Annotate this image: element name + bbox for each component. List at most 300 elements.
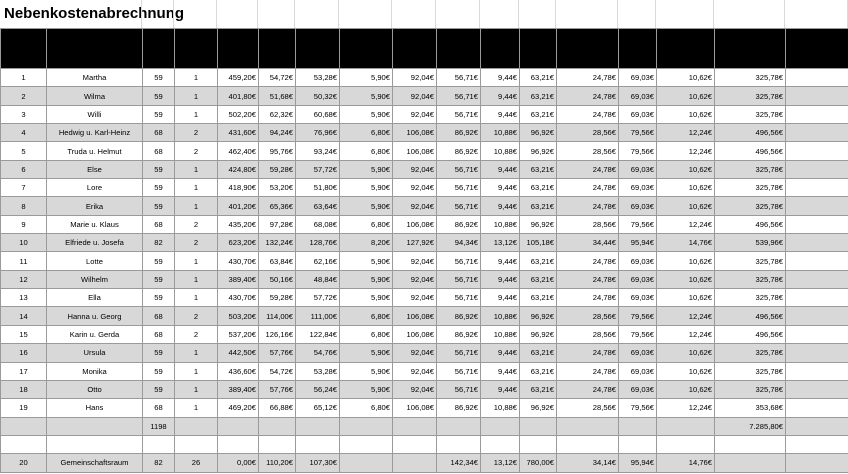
table-cell[interactable]: 56,71€ (437, 270, 481, 288)
table-cell[interactable]: 65,12€ (296, 399, 340, 417)
table-cell[interactable]: 105,18€ (520, 234, 557, 252)
table-cell[interactable] (481, 417, 520, 435)
table-cell[interactable]: 92,04€ (393, 380, 437, 398)
table-cell[interactable]: 56,71€ (437, 380, 481, 398)
table-cell[interactable]: 12,24€ (657, 215, 715, 233)
table-cell[interactable]: 2 (175, 307, 218, 325)
table-cell[interactable]: 69,03€ (619, 197, 657, 215)
table-cell[interactable]: 623,20€ (218, 234, 259, 252)
table-cell[interactable]: Willi (47, 105, 143, 123)
table-cell[interactable] (340, 417, 393, 435)
table-cell[interactable]: 86,92€ (437, 399, 481, 417)
table-cell[interactable]: Hans (47, 399, 143, 417)
table-cell[interactable]: 82 (143, 234, 175, 252)
table-cell[interactable]: 1 (175, 344, 218, 362)
table-cell[interactable]: 63,21€ (520, 270, 557, 288)
table-cell[interactable] (786, 105, 848, 123)
table-cell[interactable]: 14 (1, 307, 47, 325)
table-cell[interactable]: 325,78€ (715, 69, 786, 87)
table-cell[interactable]: Hanna u. Georg (47, 307, 143, 325)
table-cell[interactable]: 10,62€ (657, 105, 715, 123)
table-cell[interactable]: 110,20€ (259, 453, 296, 472)
table-cell[interactable]: 57,76€ (259, 380, 296, 398)
table-cell[interactable]: 92,04€ (393, 252, 437, 270)
table-cell[interactable]: 24,78€ (557, 362, 619, 380)
table-cell[interactable]: 56,71€ (437, 252, 481, 270)
table-cell[interactable]: 3 (1, 105, 47, 123)
table-cell[interactable]: 69,03€ (619, 160, 657, 178)
table-cell[interactable]: Ella (47, 289, 143, 307)
table-cell[interactable]: 82 (143, 453, 175, 472)
table-cell[interactable]: 325,78€ (715, 160, 786, 178)
table-cell[interactable]: 59 (143, 105, 175, 123)
table-cell[interactable]: 92,04€ (393, 197, 437, 215)
table-cell[interactable] (340, 453, 393, 472)
table-cell[interactable]: 9,44€ (481, 197, 520, 215)
table-cell[interactable]: 53,20€ (259, 179, 296, 197)
table-cell[interactable]: 94,34€ (437, 234, 481, 252)
table-cell[interactable]: 1 (175, 160, 218, 178)
table-cell[interactable]: 63,21€ (520, 105, 557, 123)
table-cell[interactable]: 539,96€ (715, 234, 786, 252)
table-cell[interactable]: 5,90€ (340, 179, 393, 197)
table-cell[interactable]: 96,92€ (520, 124, 557, 142)
table-cell[interactable]: 24,78€ (557, 344, 619, 362)
table-cell[interactable]: 325,78€ (715, 197, 786, 215)
table-cell[interactable]: 53,28€ (296, 362, 340, 380)
table-cell[interactable]: 69,03€ (619, 289, 657, 307)
table-cell[interactable]: 24,78€ (557, 105, 619, 123)
table-cell[interactable]: 68 (143, 399, 175, 417)
table-cell[interactable]: 59 (143, 179, 175, 197)
table-cell[interactable]: 86,92€ (437, 215, 481, 233)
table-cell[interactable]: 9,44€ (481, 252, 520, 270)
table-cell[interactable]: Lore (47, 179, 143, 197)
table-cell[interactable]: 59 (143, 362, 175, 380)
table-cell[interactable]: 5,90€ (340, 380, 393, 398)
table-cell[interactable] (657, 435, 715, 453)
table-cell[interactable]: Lotte (47, 252, 143, 270)
table-cell[interactable]: 5,90€ (340, 289, 393, 307)
table-cell[interactable]: 56,24€ (296, 380, 340, 398)
community-total-cell[interactable]: 7.285,80€ (715, 417, 786, 435)
table-cell[interactable]: 1 (175, 362, 218, 380)
table-cell[interactable]: 69,03€ (619, 179, 657, 197)
table-cell[interactable]: 13,12€ (481, 453, 520, 472)
table-cell[interactable]: 10,62€ (657, 69, 715, 87)
table-cell[interactable]: 68 (143, 307, 175, 325)
table-cell[interactable]: 96,92€ (520, 307, 557, 325)
table-cell[interactable]: 86,92€ (437, 124, 481, 142)
table-cell[interactable]: 20 (1, 453, 47, 472)
table-cell[interactable]: 26 (175, 453, 218, 472)
table-cell[interactable]: 54,72€ (259, 362, 296, 380)
table-cell[interactable]: 2 (1, 87, 47, 105)
table-cell[interactable]: 65,36€ (259, 197, 296, 215)
table-cell[interactable]: 69,03€ (619, 270, 657, 288)
table-cell[interactable]: Monika (47, 362, 143, 380)
table-cell[interactable]: 24,78€ (557, 289, 619, 307)
table-cell[interactable]: 59,28€ (259, 160, 296, 178)
table-cell[interactable]: 10,62€ (657, 160, 715, 178)
table-cell[interactable]: Otto (47, 380, 143, 398)
table-cell[interactable]: 8,20€ (340, 234, 393, 252)
table-cell[interactable]: 59,28€ (259, 289, 296, 307)
table-cell[interactable]: 1 (175, 380, 218, 398)
table-cell[interactable] (47, 417, 143, 435)
table-cell[interactable]: 79,56€ (619, 142, 657, 160)
table-cell[interactable]: 51,80€ (296, 179, 340, 197)
table-cell[interactable]: 63,21€ (520, 69, 557, 87)
table-cell[interactable]: 56,71€ (437, 69, 481, 87)
table-cell[interactable]: 11 (1, 252, 47, 270)
table-cell[interactable]: 69,03€ (619, 380, 657, 398)
table-cell[interactable]: 435,20€ (218, 215, 259, 233)
table-cell[interactable]: 14,76€ (657, 453, 715, 472)
table-cell[interactable]: 325,78€ (715, 87, 786, 105)
table-cell[interactable]: 96,92€ (520, 142, 557, 160)
table-cell[interactable] (786, 435, 848, 453)
table-cell[interactable] (393, 435, 437, 453)
table-cell[interactable]: 496,56€ (715, 215, 786, 233)
table-cell[interactable]: 2 (175, 325, 218, 343)
table-cell[interactable]: 93,24€ (296, 142, 340, 160)
table-cell[interactable]: 537,20€ (218, 325, 259, 343)
table-cell[interactable]: 24,78€ (557, 270, 619, 288)
table-cell[interactable]: Marie u. Klaus (47, 215, 143, 233)
table-cell[interactable]: 9,44€ (481, 289, 520, 307)
table-cell[interactable]: 1 (1, 69, 47, 87)
table-cell[interactable]: 57,76€ (259, 344, 296, 362)
table-cell[interactable] (143, 435, 175, 453)
table-cell[interactable] (786, 197, 848, 215)
table-cell[interactable]: 92,04€ (393, 289, 437, 307)
table-cell[interactable]: 496,56€ (715, 142, 786, 160)
table-cell[interactable]: 57,72€ (296, 160, 340, 178)
table-cell[interactable]: 12,24€ (657, 142, 715, 160)
table-cell[interactable]: 1 (175, 87, 218, 105)
table-cell[interactable]: Karin u. Gerda (47, 325, 143, 343)
table-cell[interactable]: 68 (143, 215, 175, 233)
size-total-cell[interactable]: 1198 (143, 417, 175, 435)
table-cell[interactable]: 9,44€ (481, 87, 520, 105)
table-cell[interactable]: 10,88€ (481, 325, 520, 343)
table-cell[interactable] (259, 417, 296, 435)
table-cell[interactable] (1, 435, 47, 453)
table-cell[interactable]: 10,62€ (657, 179, 715, 197)
table-cell[interactable] (393, 417, 437, 435)
table-cell[interactable]: 28,56€ (557, 399, 619, 417)
table-cell[interactable] (175, 417, 218, 435)
table-cell[interactable]: 2 (175, 142, 218, 160)
table-cell[interactable]: 496,56€ (715, 124, 786, 142)
table-cell[interactable]: 114,00€ (259, 307, 296, 325)
table-cell[interactable]: 107,30€ (296, 453, 340, 472)
table-cell[interactable]: 59 (143, 380, 175, 398)
table-cell[interactable]: 54,76€ (296, 344, 340, 362)
table-cell[interactable] (786, 69, 848, 87)
table-cell[interactable] (786, 325, 848, 343)
table-cell[interactable]: Truda u. Helmut (47, 142, 143, 160)
table-cell[interactable]: 9,44€ (481, 105, 520, 123)
table-cell[interactable]: 28,56€ (557, 325, 619, 343)
table-cell[interactable] (786, 87, 848, 105)
table-cell[interactable]: 56,71€ (437, 289, 481, 307)
table-cell[interactable] (437, 417, 481, 435)
table-cell[interactable] (47, 435, 143, 453)
table-cell[interactable]: 57,72€ (296, 289, 340, 307)
table-cell[interactable]: 5,90€ (340, 87, 393, 105)
table-cell[interactable]: 63,21€ (520, 87, 557, 105)
table-cell[interactable] (218, 435, 259, 453)
table-cell[interactable]: 9,44€ (481, 380, 520, 398)
table-cell[interactable]: 94,24€ (259, 124, 296, 142)
table-cell[interactable]: 9,44€ (481, 160, 520, 178)
table-cell[interactable]: 48,84€ (296, 270, 340, 288)
table-cell[interactable]: 503,20€ (218, 307, 259, 325)
table-cell[interactable] (715, 453, 786, 472)
table-cell[interactable]: 24,78€ (557, 179, 619, 197)
table-cell[interactable]: 92,04€ (393, 160, 437, 178)
table-cell[interactable]: 8 (1, 197, 47, 215)
table-cell[interactable]: 96,92€ (520, 325, 557, 343)
table-cell[interactable]: 50,32€ (296, 87, 340, 105)
table-cell[interactable]: 10,62€ (657, 87, 715, 105)
table-cell[interactable]: 496,56€ (715, 307, 786, 325)
table-cell[interactable]: 325,78€ (715, 289, 786, 307)
table-cell[interactable] (786, 399, 848, 417)
table-cell[interactable]: 10,88€ (481, 215, 520, 233)
table-cell[interactable]: 6,80€ (340, 307, 393, 325)
table-cell[interactable] (786, 124, 848, 142)
table-cell[interactable]: 63,21€ (520, 160, 557, 178)
table-cell[interactable]: 10 (1, 234, 47, 252)
table-cell[interactable]: 16 (1, 344, 47, 362)
table-cell[interactable]: 353,68€ (715, 399, 786, 417)
table-cell[interactable]: 92,04€ (393, 362, 437, 380)
table-cell[interactable]: 59 (143, 344, 175, 362)
table-cell[interactable]: 1 (175, 179, 218, 197)
table-cell[interactable]: 96,92€ (520, 399, 557, 417)
table-cell[interactable]: 142,34€ (437, 453, 481, 472)
table-cell[interactable]: 79,56€ (619, 215, 657, 233)
table-cell[interactable]: 68 (143, 325, 175, 343)
table-cell[interactable]: 24,78€ (557, 252, 619, 270)
table-cell[interactable]: 34,44€ (557, 234, 619, 252)
table-cell[interactable]: Erika (47, 197, 143, 215)
table-cell[interactable]: Ursula (47, 344, 143, 362)
table-cell[interactable] (296, 435, 340, 453)
table-cell[interactable] (786, 307, 848, 325)
table-cell[interactable]: 106,08€ (393, 399, 437, 417)
table-cell[interactable]: 436,60€ (218, 362, 259, 380)
table-cell[interactable] (218, 417, 259, 435)
table-cell[interactable]: 59 (143, 197, 175, 215)
table-cell[interactable]: 1 (175, 270, 218, 288)
table-cell[interactable] (657, 417, 715, 435)
table-cell[interactable]: 5,90€ (340, 362, 393, 380)
table-cell[interactable]: Else (47, 160, 143, 178)
table-cell[interactable]: 24,78€ (557, 69, 619, 87)
table-cell[interactable]: 95,76€ (259, 142, 296, 160)
table-cell[interactable]: 14,76€ (657, 234, 715, 252)
table-cell[interactable]: 106,08€ (393, 307, 437, 325)
table-cell[interactable]: 5,90€ (340, 252, 393, 270)
table-cell[interactable]: 86,92€ (437, 307, 481, 325)
table-cell[interactable]: 59 (143, 87, 175, 105)
table-cell[interactable]: 68 (143, 124, 175, 142)
table-cell[interactable] (715, 435, 786, 453)
table-cell[interactable]: 111,00€ (296, 307, 340, 325)
table-cell[interactable]: 79,56€ (619, 399, 657, 417)
table-cell[interactable] (786, 289, 848, 307)
table-cell[interactable]: 97,28€ (259, 215, 296, 233)
table-cell[interactable]: 92,04€ (393, 179, 437, 197)
table-cell[interactable]: 28,56€ (557, 215, 619, 233)
table-cell[interactable] (520, 435, 557, 453)
table-cell[interactable]: 2 (175, 234, 218, 252)
table-cell[interactable]: 325,78€ (715, 362, 786, 380)
table-cell[interactable]: 59 (143, 69, 175, 87)
table-cell[interactable]: 10,62€ (657, 270, 715, 288)
table-cell[interactable]: 92,04€ (393, 270, 437, 288)
table-cell[interactable]: 69,03€ (619, 362, 657, 380)
table-cell[interactable] (557, 417, 619, 435)
table-cell[interactable]: 6,80€ (340, 142, 393, 160)
table-cell[interactable]: 28,56€ (557, 307, 619, 325)
table-cell[interactable]: 92,04€ (393, 69, 437, 87)
table-cell[interactable]: 68,08€ (296, 215, 340, 233)
table-cell[interactable]: 56,71€ (437, 105, 481, 123)
table-cell[interactable]: 132,24€ (259, 234, 296, 252)
table-cell[interactable]: 106,08€ (393, 215, 437, 233)
table-cell[interactable] (786, 453, 848, 472)
table-cell[interactable]: 79,56€ (619, 307, 657, 325)
table-cell[interactable] (259, 435, 296, 453)
table-cell[interactable] (786, 417, 848, 435)
table-cell[interactable]: 56,71€ (437, 197, 481, 215)
table-cell[interactable]: 5,90€ (340, 105, 393, 123)
table-cell[interactable] (1, 417, 47, 435)
table-cell[interactable]: 2 (175, 124, 218, 142)
table-cell[interactable]: 96,92€ (520, 215, 557, 233)
table-cell[interactable]: 5,90€ (340, 344, 393, 362)
table-cell[interactable]: 69,03€ (619, 69, 657, 87)
table-cell[interactable]: 418,90€ (218, 179, 259, 197)
table-cell[interactable]: 28,56€ (557, 142, 619, 160)
table-cell[interactable]: 66,88€ (259, 399, 296, 417)
table-cell[interactable]: 10,62€ (657, 289, 715, 307)
table-cell[interactable]: Hedwig u. Karl-Heinz (47, 124, 143, 142)
table-cell[interactable]: 59 (143, 289, 175, 307)
table-cell[interactable]: 106,08€ (393, 142, 437, 160)
table-cell[interactable]: 59 (143, 160, 175, 178)
table-cell[interactable]: 1 (175, 105, 218, 123)
table-cell[interactable]: 12,24€ (657, 399, 715, 417)
table-cell[interactable]: 18 (1, 380, 47, 398)
table-cell[interactable]: 496,56€ (715, 325, 786, 343)
table-cell[interactable]: 325,78€ (715, 105, 786, 123)
table-cell[interactable]: 24,78€ (557, 197, 619, 215)
table-cell[interactable]: Wilhelm (47, 270, 143, 288)
table-cell[interactable]: 24,78€ (557, 380, 619, 398)
table-cell[interactable]: 10,62€ (657, 344, 715, 362)
table-cell[interactable]: 430,70€ (218, 252, 259, 270)
table-cell[interactable]: 10,88€ (481, 142, 520, 160)
table-cell[interactable]: 24,78€ (557, 87, 619, 105)
table-cell[interactable]: 53,28€ (296, 69, 340, 87)
table-cell[interactable]: 128,76€ (296, 234, 340, 252)
table-cell[interactable]: 62,32€ (259, 105, 296, 123)
table-cell[interactable]: 9 (1, 215, 47, 233)
table-cell[interactable] (786, 362, 848, 380)
table-cell[interactable]: 92,04€ (393, 344, 437, 362)
table-cell[interactable]: 4 (1, 124, 47, 142)
table-cell[interactable]: 430,70€ (218, 289, 259, 307)
table-cell[interactable]: 469,20€ (218, 399, 259, 417)
table-cell[interactable]: 1 (175, 197, 218, 215)
table-cell[interactable]: 79,56€ (619, 124, 657, 142)
table-cell[interactable] (437, 435, 481, 453)
table-cell[interactable]: 63,21€ (520, 380, 557, 398)
table-cell[interactable]: 442,50€ (218, 344, 259, 362)
table-cell[interactable]: 86,92€ (437, 325, 481, 343)
table-cell[interactable]: 2 (175, 215, 218, 233)
table-cell[interactable]: 7 (1, 179, 47, 197)
table-cell[interactable]: 10,88€ (481, 399, 520, 417)
table-cell[interactable] (786, 344, 848, 362)
table-cell[interactable]: 6 (1, 160, 47, 178)
table-cell[interactable]: 9,44€ (481, 179, 520, 197)
table-cell[interactable]: Elfriede u. Josefa (47, 234, 143, 252)
table-cell[interactable]: 12,24€ (657, 307, 715, 325)
table-cell[interactable]: 56,71€ (437, 87, 481, 105)
table-cell[interactable]: 63,21€ (520, 344, 557, 362)
table-cell[interactable]: 462,40€ (218, 142, 259, 160)
table-cell[interactable] (340, 435, 393, 453)
table-cell[interactable] (175, 435, 218, 453)
table-cell[interactable]: 6,80€ (340, 215, 393, 233)
table-cell[interactable]: 63,84€ (259, 252, 296, 270)
table-cell[interactable]: 9,44€ (481, 270, 520, 288)
table-cell[interactable]: 780,00€ (520, 453, 557, 472)
table-cell[interactable]: 1 (175, 399, 218, 417)
table-cell[interactable]: 63,21€ (520, 197, 557, 215)
table-cell[interactable]: 59 (143, 252, 175, 270)
table-cell[interactable]: 62,16€ (296, 252, 340, 270)
table-cell[interactable]: 13,12€ (481, 234, 520, 252)
table-cell[interactable]: 17 (1, 362, 47, 380)
table-cell[interactable]: 6,80€ (340, 325, 393, 343)
table-cell[interactable] (786, 270, 848, 288)
table-cell[interactable]: 10,62€ (657, 197, 715, 215)
table-cell[interactable]: 106,08€ (393, 325, 437, 343)
table-cell[interactable]: 12 (1, 270, 47, 288)
table-cell[interactable]: 69,03€ (619, 87, 657, 105)
table-cell[interactable]: 69,03€ (619, 105, 657, 123)
table-cell[interactable]: 95,94€ (619, 234, 657, 252)
table-cell[interactable] (786, 234, 848, 252)
table-cell[interactable]: 5,90€ (340, 160, 393, 178)
table-cell[interactable] (619, 435, 657, 453)
table-cell[interactable]: 63,64€ (296, 197, 340, 215)
table-cell[interactable]: 126,16€ (259, 325, 296, 343)
table-cell[interactable]: 10,62€ (657, 252, 715, 270)
table-cell[interactable]: 122,84€ (296, 325, 340, 343)
table-cell[interactable]: 13 (1, 289, 47, 307)
table-cell[interactable]: 5,90€ (340, 69, 393, 87)
table-cell[interactable]: 95,94€ (619, 453, 657, 472)
